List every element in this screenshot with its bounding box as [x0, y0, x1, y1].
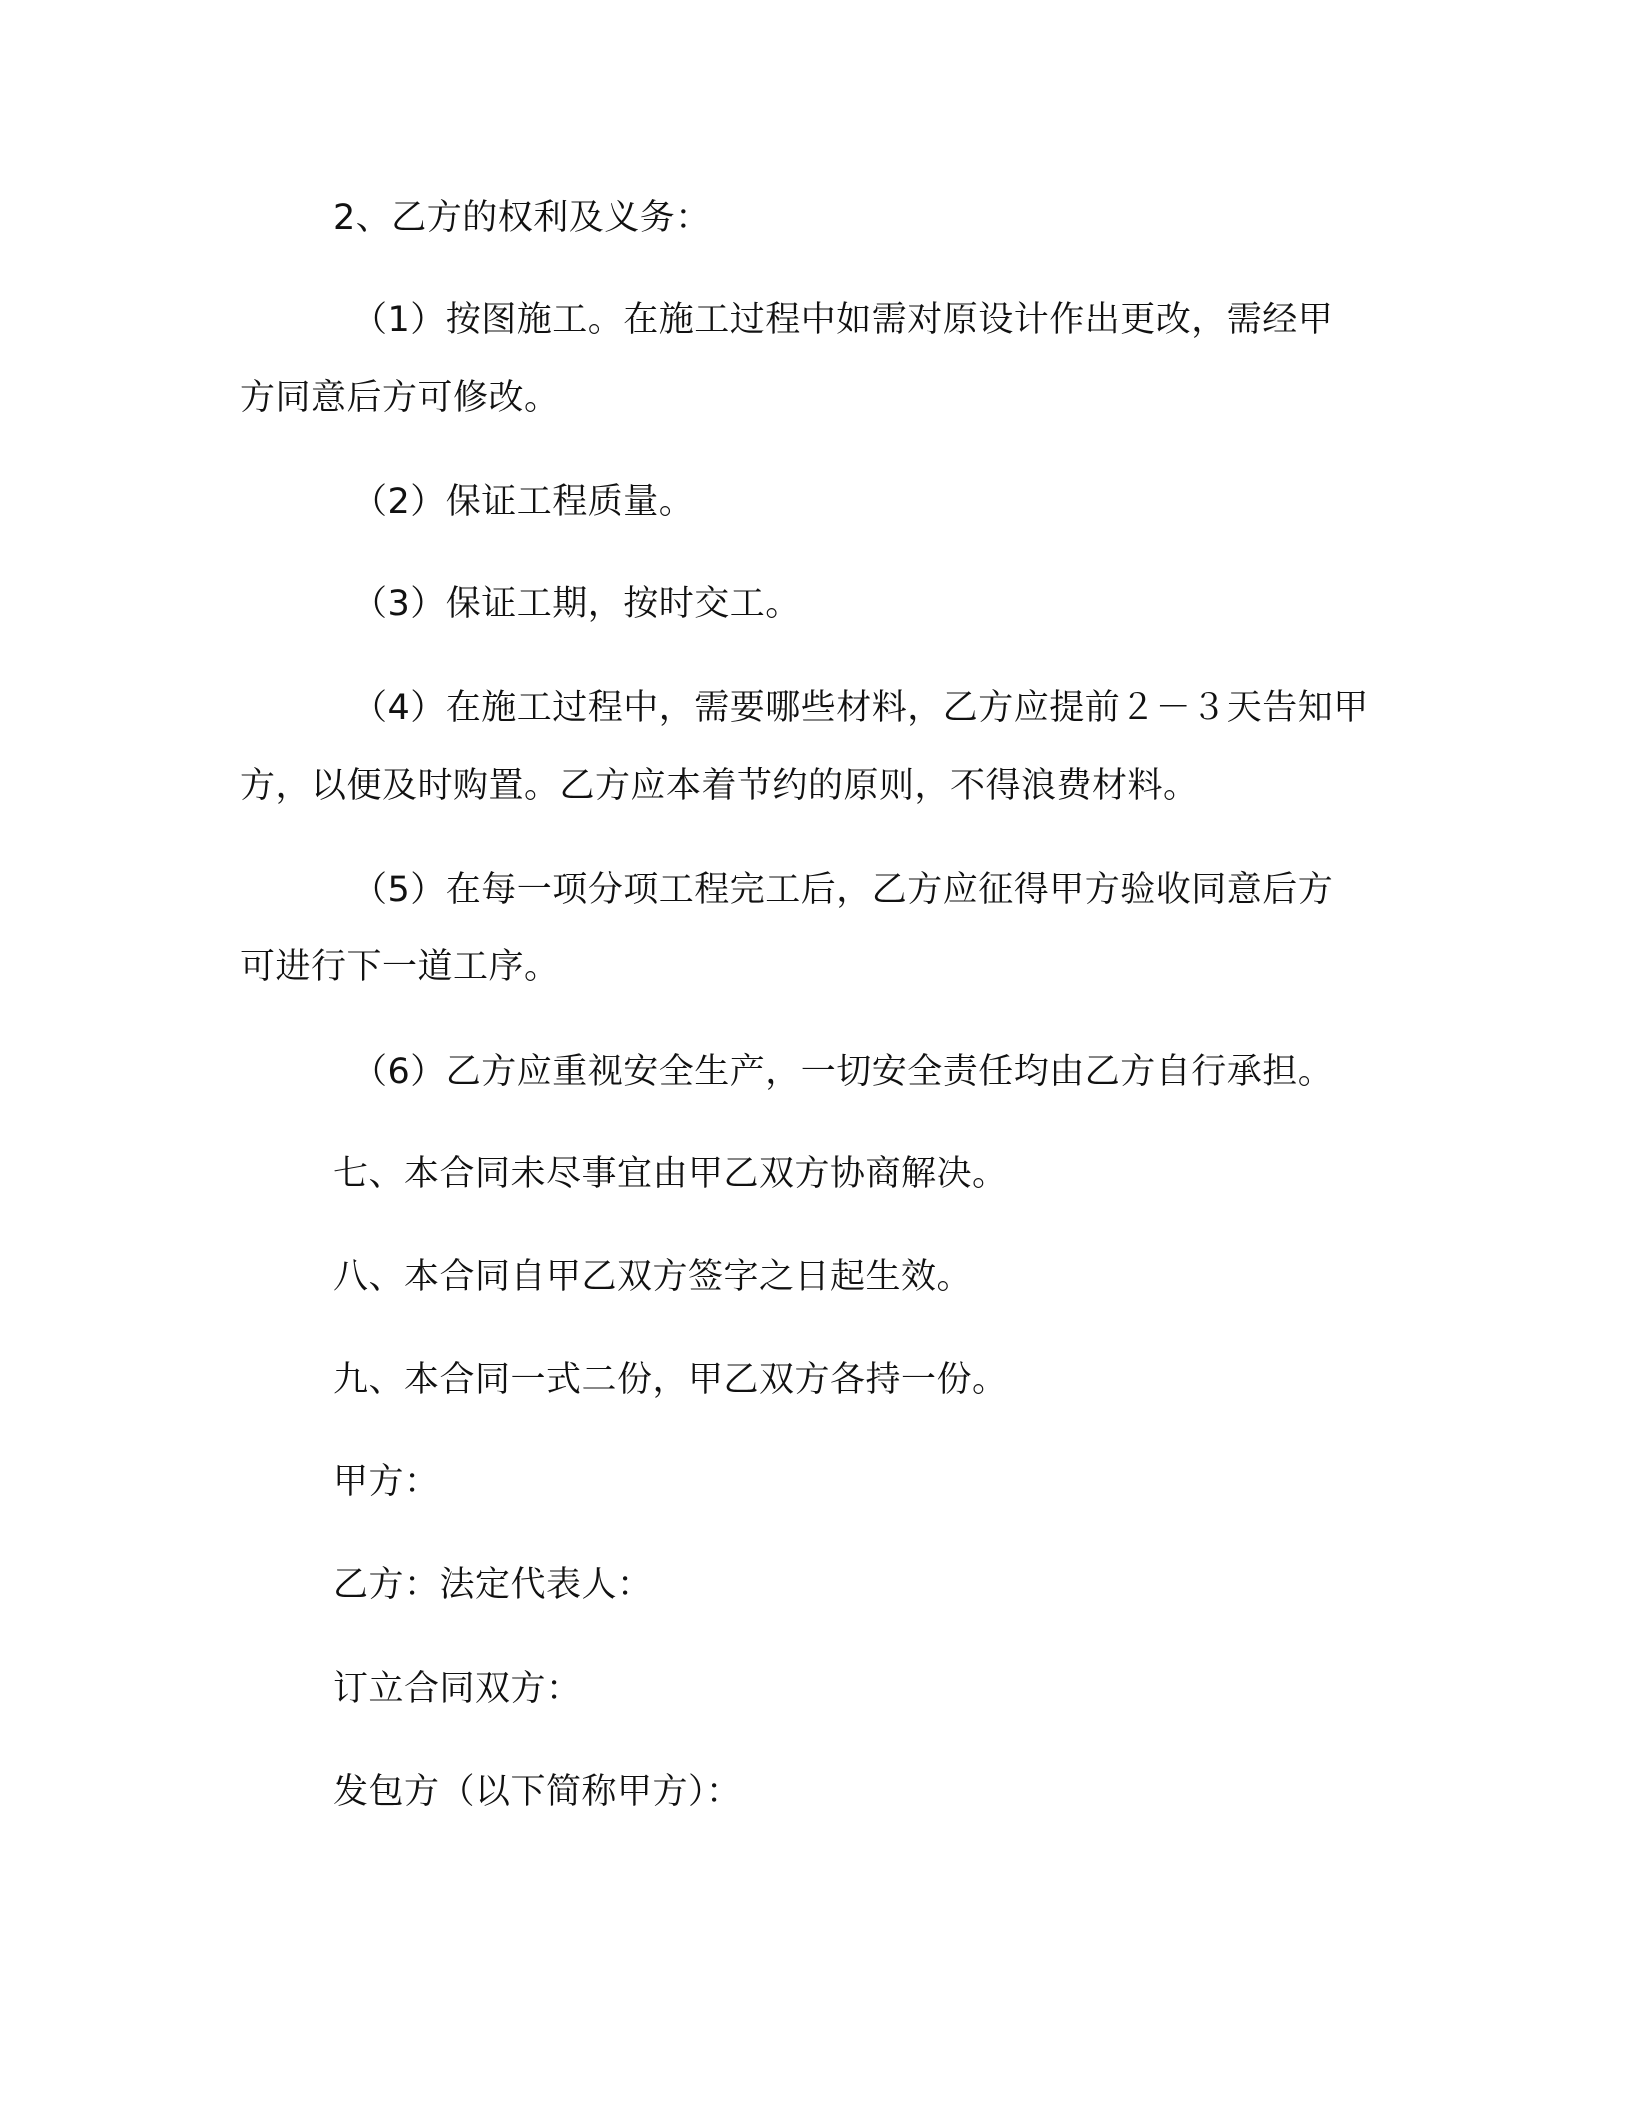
clause-6: （6）乙方应重视安全生产，一切安全责任均由乙方自行承担。 — [352, 1052, 1334, 1092]
clause-5-line-1: （5）在每一项分项工程完工后，乙方应征得甲方验收同意后方 — [352, 870, 1334, 910]
clause-2: （2）保证工程质量。 — [352, 482, 695, 522]
clause-1-line-2: 方同意后方可修改。 — [240, 378, 560, 418]
article-7: 七、本合同未尽事宜由甲乙双方协商解决。 — [333, 1154, 1008, 1194]
clause-4-line-2: 方，以便及时购置。乙方应本着节约的原则，不得浪费材料。 — [240, 766, 1199, 806]
party-a-label: 甲方： — [333, 1462, 440, 1502]
employer-label: 发包方（以下简称甲方）： — [333, 1772, 742, 1812]
contracting-parties-label: 订立合同双方： — [333, 1669, 582, 1709]
section-2-heading: 2、乙方的权利及义务： — [333, 198, 711, 238]
clause-4-line-1: （4）在施工过程中，需要哪些材料，乙方应提前２－３天告知甲 — [352, 688, 1369, 728]
article-9: 九、本合同一式二份，甲乙双方各持一份。 — [333, 1360, 1008, 1400]
clause-5-line-2: 可进行下一道工序。 — [240, 947, 560, 987]
clause-1-line-1: （1）按图施工。在施工过程中如需对原设计作出更改，需经甲 — [352, 300, 1334, 340]
clause-3: （3）保证工期，按时交工。 — [352, 584, 801, 624]
article-8: 八、本合同自甲乙双方签字之日起生效。 — [333, 1257, 973, 1297]
party-b-label: 乙方：法定代表人： — [333, 1565, 653, 1605]
